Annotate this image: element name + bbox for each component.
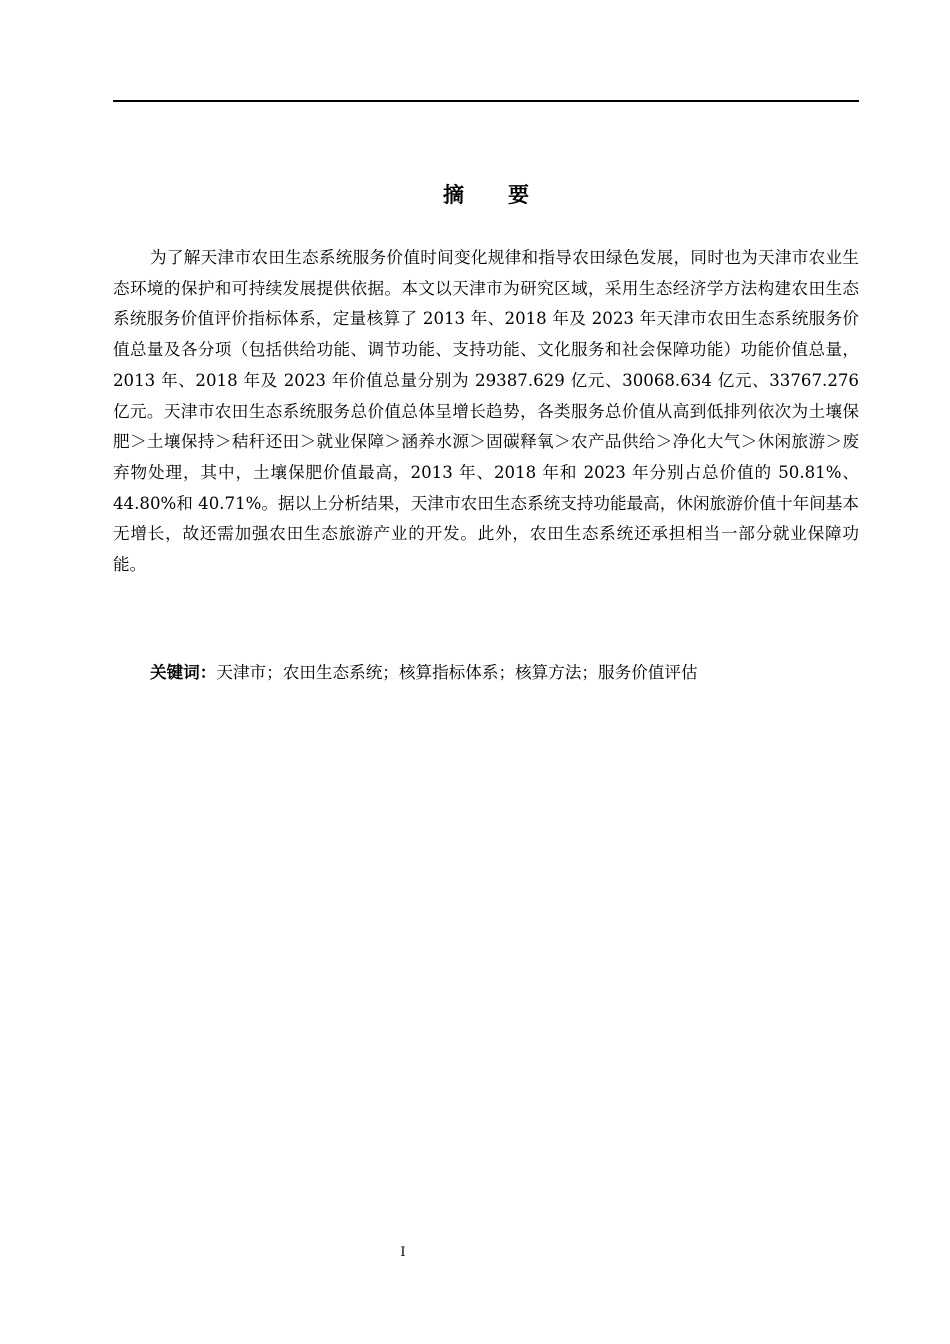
header-rule	[113, 100, 859, 102]
keywords-label: 关键词：	[150, 663, 217, 682]
abstract-body: 为了解天津市农田生态系统服务价值时间变化规律和指导农田绿色发展，同时也为天津市农业生态环境的保护和可持续发展提供依据。本文以天津市为研究区域，采用生态经济学方法构建农田生态系统服务价值评价指标体系，定量核算了 2013 年、2018 年及 2023 年天津市农田生态系统服务价值总量及各分项（包括供给功能、调节功能、支持功能、文化服务和社会保障功能）功能价值总量，2013 年、2018 年及 2023 年价值总量分别为 29387.629 亿元、30068.634 亿元、33767.276 亿元。天津市农田生态系统服务总价值总体呈增长趋势，各类服务总价值从高到低排列依次为土壤保肥＞土壤保持＞秸秆还田＞就业保障＞涵养水源＞固碳释氧＞农产品供给＞净化大气＞休闲旅游＞废弃物处理，其中，土壤保肥价值最高，2013 年、2018 年和 2023 年分别占总价值的 50.81%、44.80%和 40.71%。据以上分析结果，天津市农田生态系统支持功能最高，休闲旅游价值十年间基本无增长，故还需加强农田生态旅游产业的开发。此外，农田生态系统还承担相当一部分就业保障功能。	[113, 248, 859, 575]
keywords-text: 天津市；农田生态系统；核算指标体系；核算方法；服务价值评估	[216, 663, 698, 682]
page-number: I	[400, 1245, 406, 1260]
abstract-title: 摘要	[443, 183, 573, 207]
keywords-line	[113, 658, 859, 688]
